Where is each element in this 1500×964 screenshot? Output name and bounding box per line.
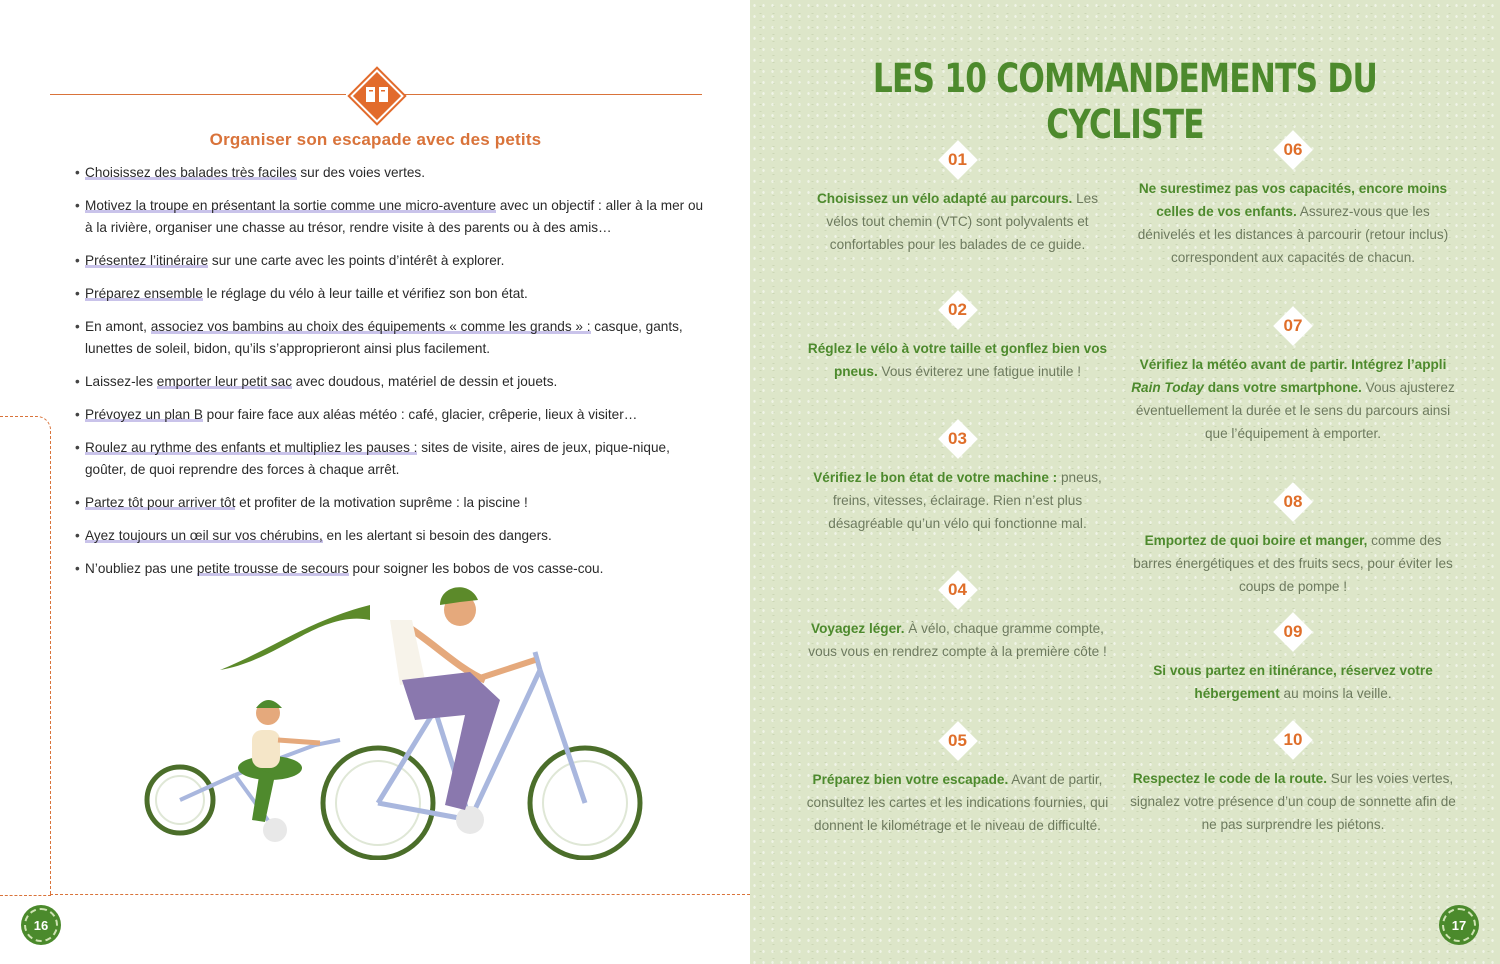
- commandment-lead-end: dans votre smartphone.: [1207, 380, 1362, 395]
- app-name: Rain Today: [1131, 380, 1204, 395]
- tip-text: casque, gants, lunettes de soleil, bidon, qu’ils s’approprieront ainsi plus facilement.: [85, 319, 683, 356]
- page-number-left: 16: [24, 908, 58, 942]
- page-number-right: 17: [1442, 908, 1476, 942]
- commandment-04: [805, 571, 1110, 663]
- commandment-detail: Avant de partir, consultez les cartes et les indications fournies, qui donnent le kilométrage et le niveau de difficulté.: [806, 772, 1109, 833]
- commandment-text: [1128, 659, 1458, 705]
- commandment-lead: Emportez de quoi boire et manger,: [1144, 533, 1368, 548]
- tip-highlight: Motivez la troupe en présentant la sortie comme une micro-aventure: [85, 198, 497, 213]
- book-icon: [362, 84, 392, 106]
- commandment-05: [805, 722, 1110, 837]
- tip-text: en les alertant si besoin des dangers.: [322, 528, 552, 543]
- commandment-text: [1128, 353, 1458, 445]
- commandment-number: 02: [948, 300, 967, 319]
- commandment-number-badge: [928, 291, 988, 329]
- tip-text: pour faire face aux aléas météo : café, glacier, crêperie, lieux à visiter…: [202, 407, 638, 422]
- commandment-text: [805, 768, 1110, 837]
- commandment-lead: Vérifiez la météo avant de partir. Intégrez l’appli: [1139, 357, 1447, 372]
- commandment-09: [1128, 613, 1458, 705]
- commandment-08: [1128, 483, 1458, 598]
- commandment-number-badge: [928, 722, 988, 760]
- tip-item: [75, 404, 707, 426]
- tip-item: [75, 316, 707, 360]
- header-rule-right: [404, 94, 702, 95]
- commandment-text: [805, 466, 1110, 535]
- commandment-number-badge: [1263, 721, 1323, 759]
- tip-item: [75, 162, 707, 184]
- commandment-number: 10: [1283, 730, 1303, 749]
- commandment-lead: Préparez bien votre escapade.: [812, 772, 1009, 787]
- commandment-text: [805, 617, 1110, 663]
- commandment-text: [805, 187, 1110, 256]
- commandment-text: [1128, 529, 1458, 598]
- commandment-number-badge: [928, 571, 988, 609]
- commandment-lead: Ne surestimez pas vos capacités, encore moins celles de vos enfants.: [1138, 181, 1448, 219]
- commandment-lead: Voyagez léger.: [811, 621, 905, 636]
- commandment-lead: Choisissez un vélo adapté au parcours.: [816, 191, 1073, 206]
- commandment-detail: Vous éviterez une fatigue inutile !: [881, 364, 1082, 379]
- tip-highlight: Roulez au rythme des enfants et multipliez les pauses :: [85, 440, 418, 455]
- commandment-detail: Vous ajusterez éventuellement la durée et le sens du parcours ainsi que l’équipement à emporter.: [1135, 380, 1455, 441]
- header-rule-left: [50, 94, 346, 95]
- commandment-10: [1128, 721, 1458, 836]
- commandment-text: [1128, 767, 1458, 836]
- commandment-detail: Sur les voies vertes, signalez votre présence d’un coup de sonnette afin de ne pas surprendre les piétons.: [1130, 771, 1456, 832]
- tip-highlight: Prévoyez un plan B: [85, 407, 203, 422]
- commandment-text: [1128, 177, 1458, 269]
- commandment-detail: pneus, freins, vitesses, éclairage. Rien n’est plus désagréable qu’un vélo qui fonctionne mal.: [828, 470, 1102, 531]
- commandment-detail: À vélo, chaque gramme compte, vous vous en rendrez compte à la première côte !: [808, 621, 1107, 659]
- commandment-lead: Vérifiez le bon état de votre machine :: [813, 470, 1058, 485]
- tip-item: [75, 371, 707, 393]
- commandment-number-badge: [1263, 131, 1323, 169]
- commandment-01: [805, 141, 1110, 256]
- tip-text: avec un objectif : aller à la mer ou à la rivière, organiser une chasse au trésor, rendre visite à des parents ou à des amis…: [85, 198, 704, 235]
- tip-text: le réglage du vélo à leur taille et vérifiez son bon état.: [202, 286, 528, 301]
- dashed-frame: [0, 416, 51, 896]
- tip-text: avec doudous, matériel de dessin et jouets.: [292, 374, 558, 389]
- commandment-number-badge: [928, 420, 988, 458]
- commandment-number-badge: [1263, 483, 1323, 521]
- commandment-07: [1128, 307, 1458, 445]
- tip-text: sur des voies vertes.: [296, 165, 425, 180]
- commandment-number-badge: [1263, 307, 1323, 345]
- commandment-number: 06: [1283, 140, 1303, 159]
- tip-prefix: Laissez-les: [85, 374, 157, 389]
- tips-list: [75, 162, 707, 591]
- commandment-lead: Respectez le code de la route.: [1132, 771, 1327, 786]
- tip-item: [75, 558, 707, 580]
- tip-prefix: N’oubliez pas une: [85, 561, 197, 576]
- commandment-number: 08: [1283, 492, 1303, 511]
- commandments-title: LES 10 COMMANDEMENTS DU CYCLISTE: [872, 56, 1378, 148]
- commandment-number: 09: [1283, 622, 1303, 641]
- commandment-number: 01: [948, 150, 967, 169]
- section-title: Organiser son escapade avec des petits: [209, 130, 542, 149]
- dashed-frame-bottom: [50, 894, 750, 895]
- bicycle-illustration: [140, 580, 660, 860]
- commandment-number: 07: [1283, 316, 1303, 335]
- tip-item: [75, 492, 707, 514]
- tip-item: [75, 283, 707, 305]
- commandment-number: 04: [948, 580, 967, 599]
- commandment-06: [1128, 131, 1458, 269]
- commandment-03: [805, 420, 1110, 535]
- commandment-lead: Si vous partez en itinérance, réservez votre hébergement: [1153, 663, 1433, 701]
- tip-text: sur une carte avec les points d’intérêt à explorer.: [208, 253, 505, 268]
- commandment-number-badge: [928, 141, 988, 179]
- commandment-detail: au moins la veille.: [1283, 686, 1392, 701]
- tip-highlight: petite trousse de secours: [196, 561, 349, 576]
- commandment-number: 03: [948, 429, 967, 448]
- commandment-number-badge: [1263, 613, 1323, 651]
- tip-text: sites de visite, aires de jeux, pique-nique, goûter, de quoi reprendre des forces à chaque arrêt.: [85, 440, 670, 477]
- tip-prefix: En amont,: [85, 319, 151, 334]
- tip-highlight: Préparez ensemble: [85, 286, 203, 301]
- tip-highlight: emporter leur petit sac: [156, 374, 293, 389]
- tip-highlight: Partez tôt pour arriver tôt: [85, 495, 236, 510]
- tip-highlight: associez vos bambins au choix des équipements « comme les grands » :: [150, 319, 591, 334]
- tip-text: pour soigner les bobos de vos casse-cou.: [348, 561, 604, 576]
- commandment-detail: Assurez-vous que les dénivelés et les distances à parcourir (retour inclus) correspondent aux capacités de chacun.: [1137, 204, 1449, 265]
- tip-item: [75, 437, 707, 481]
- commandment-detail: comme des barres énergétiques et des fruits secs, pour éviter les coups de pompe !: [1133, 533, 1453, 594]
- commandment-detail: Les vélos tout chemin (VTC) sont polyvalents et confortables pour les balades de ce guide.: [826, 191, 1099, 252]
- tip-item: [75, 250, 707, 272]
- commandment-number: 05: [948, 731, 967, 750]
- commandment-02: [805, 291, 1110, 383]
- tip-highlight: Ayez toujours un œil sur vos chérubins,: [85, 528, 323, 543]
- tip-item: [75, 195, 707, 239]
- commandment-lead: Réglez le vélo à votre taille et gonflez bien vos pneus.: [807, 341, 1108, 379]
- tip-highlight: Présentez l’itinéraire: [85, 253, 209, 268]
- tip-text: et profiter de la motivation suprême : la piscine !: [235, 495, 528, 510]
- tip-highlight: Choisissez des balades très faciles: [85, 165, 297, 180]
- commandment-text: [805, 337, 1110, 383]
- tip-item: [75, 525, 707, 547]
